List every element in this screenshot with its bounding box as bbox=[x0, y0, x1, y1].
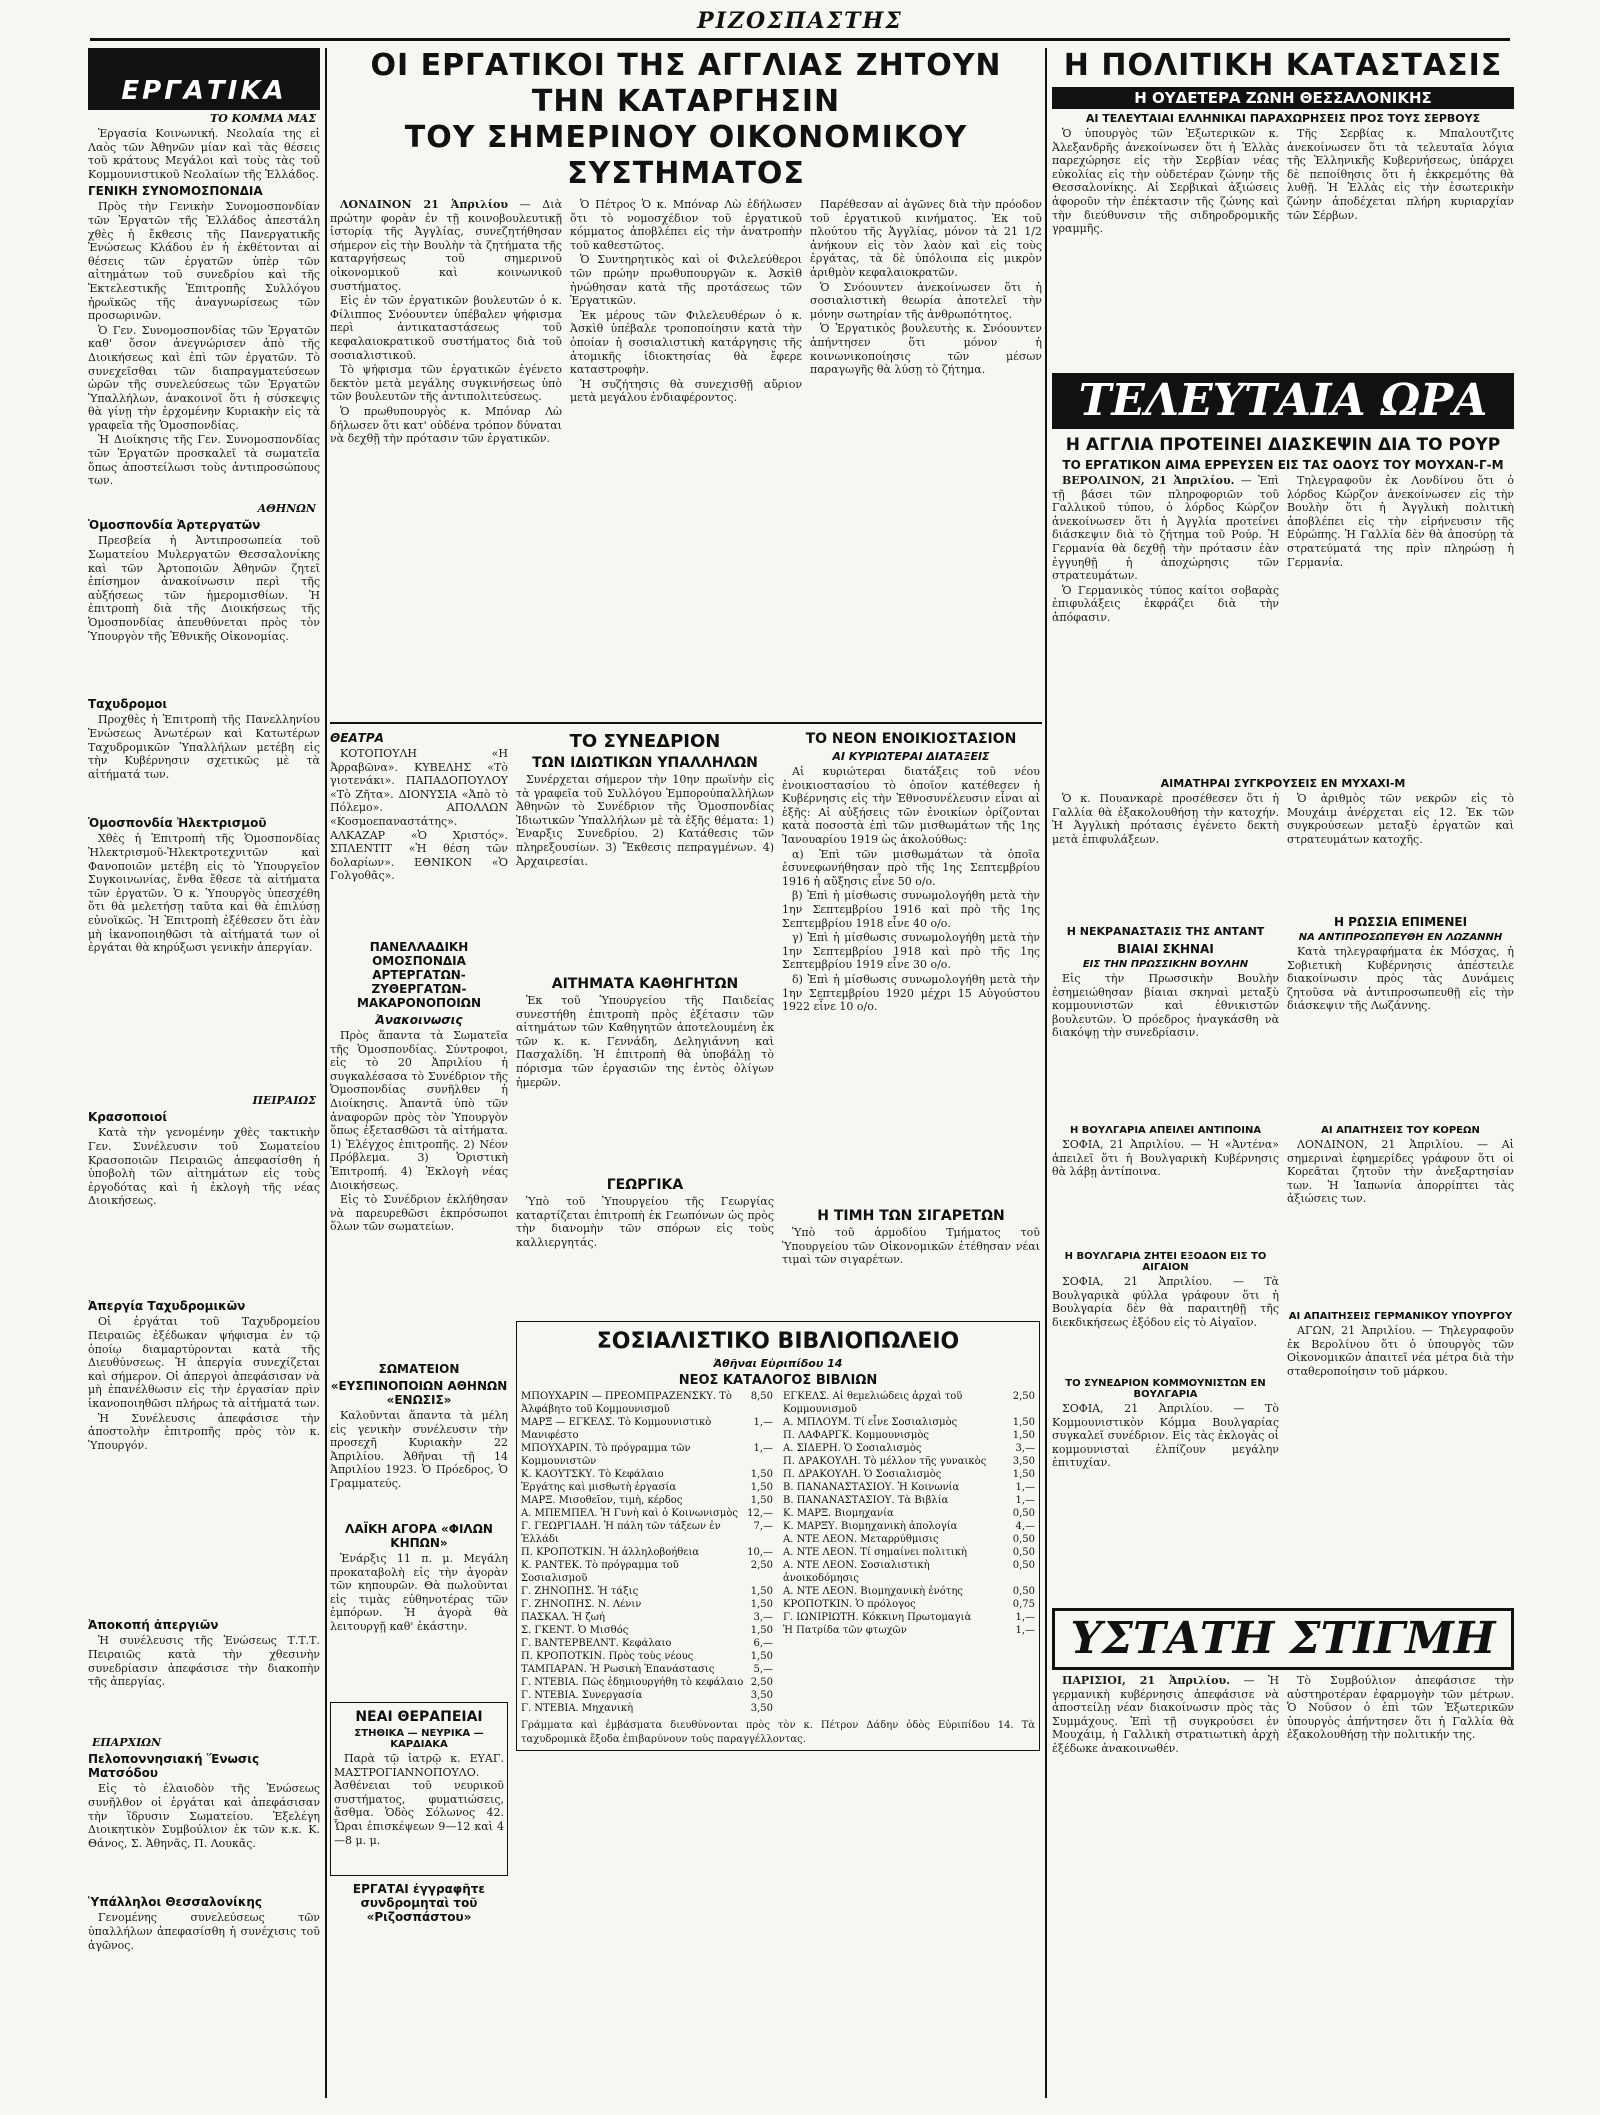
book-title: Γ. ΝΤΕΒΙΑ. Συνεργασία bbox=[521, 1690, 643, 1701]
book-price: 3,50 bbox=[1012, 1456, 1035, 1467]
heading: Ὁμοσπονδία Ἀρτεργατῶν bbox=[88, 518, 261, 533]
book-entry bbox=[783, 1533, 1035, 1546]
book-entry bbox=[521, 1650, 773, 1663]
section-logo bbox=[88, 48, 320, 110]
masthead-rule bbox=[90, 38, 1510, 41]
dateline: ΒΕΡΟΛΙΝΟΝ, 21 Ἀπριλίου. bbox=[1062, 474, 1235, 487]
book-entry bbox=[783, 1598, 1035, 1611]
book-title: ΠΑΣΚΑΛ. Ἡ ζωή bbox=[521, 1612, 605, 1623]
heading: ΑΙ ΤΕΛΕΥΤΑΙΑΙ ΕΛΛΗΝΙΚΑΙ ΠΑΡΑΧΩΡΗΣΕΙΣ ΠΡΟΣ ΤΟΥΣ ΣΕΡΒΟΥΣ bbox=[1085, 112, 1481, 125]
book-list-left bbox=[521, 1390, 773, 1715]
book-entry bbox=[521, 1416, 773, 1442]
heading: Ταχυδρομοι bbox=[88, 697, 168, 712]
heading: ΤΟ ΣΥΝΕΔΡΙΟΝ ΚΟΜΜΟΥΝΙΣΤΩΝ ΕΝ ΒΟΥΛΓΑΡΙΑ bbox=[1065, 1378, 1266, 1400]
book-price: 2,50 bbox=[750, 1677, 773, 1688]
book-price: 0,50 bbox=[1012, 1560, 1035, 1571]
book-price: 1,50 bbox=[750, 1482, 773, 1493]
main-headline-line1: ΟΙ ΕΡΓΑΤΙΚΟΙ ΤΗΣ ΑΓΓΛΙΑΣ ΖΗΤΟΥΝ ΤΗΝ ΚΑΤΑΡΓΗΣΙΝ bbox=[370, 48, 1002, 119]
book-entry bbox=[521, 1598, 773, 1611]
heading: ΑΙΤΗΜΑΤΑ ΚΑΘΗΓΗΤΩΝ bbox=[551, 976, 739, 992]
book-price: 3,50 bbox=[750, 1690, 773, 1701]
heading: Ἀποκοπή ἀπεργιῶν bbox=[88, 1618, 219, 1633]
book-title: Κ. ΚΑΟΥΤΣΚΥ. Τὸ Κεφάλαιο bbox=[521, 1469, 664, 1480]
ad-box: ΝΕΑΙ ΘΕΡΑΠΕΙΑΙ ΣΤΗΘΙΚΑ — ΝΕΥΡΙΚΑ — ΚΑΡΔΙΑΚΑ Παρὰ τῷ ἰατρῷ κ. ΕΥΑΓ. ΜΑΣΤΡΟΓΙΑΝΝΟΠΟΥΛΟ. Ἀσθένειαι τοῦ νευρικοῦ συστήματος, φυματιώσεις, ἄσθμα. Ὁδὸς Σόλωνος 42. Ὧραι ἐπισκέψεων 9—12 καὶ 4—8 μ. μ. bbox=[330, 1702, 508, 1876]
book-price: 0,75 bbox=[1012, 1599, 1035, 1610]
book-entry bbox=[783, 1520, 1035, 1533]
book-price: 1,— bbox=[753, 1443, 773, 1454]
heading: Η ΟΥΔΕΤΕΡΑ ΖΩΝΗ ΘΕΣΣΑΛΟΝΙΚΗΣ bbox=[1052, 87, 1514, 109]
bookshop-title: ΣΟΣΙΑΛΙΣΤΙΚΟ ΒΙΒΛΙΟΠΩΛΕΙΟ bbox=[596, 1329, 960, 1354]
article-synedrion: ΤΟ ΣΥΝΕΔΡΙΟΝ ΤΩΝ ΙΔΙΩΤΙΚΩΝ ΥΠΑΛΛΗΛΩΝ Συνέρχεται σήμερον τὴν 10ην πρωϊνὴν εἰς τὰ γραφεῖα τοῦ Συλλόγου Ἐμπορούπαλλήλων Ἀθηνῶν τὸ Συνέδριον τῆς Ὁμοσπονδίας Ἰδιωτικῶν Ὑπαλλήλων μὲ τὰ ἑξῆς θέματα: 1) Ἐναρξις Συνεδρίου. 2) Κατάθεσις τῶν πληρεξουσίων. 3) Ἔκθεσις πεπραγμένων. 4) Ἀρχαιρεσίαι. ΑΙΤΗΜΑΤΑ ΚΑΘΗΓΗΤΩΝ Ἐκ τοῦ Ὑπουργείου τῆς Παιδείας συνεστήθη ἐπιτροπὴ πρὸς ἐξέτασιν τῶν αἰτημάτων τῶν Καθηγητῶν ἀποτελουμένη ἐκ τῶν κ. κ. Γεννάδη, Δεληγιάννη καὶ Πασχαλίδη. Ἡ ἐπιτροπὴ θὰ ὑποβάλῃ τὸ πόρισμα τῶν ἐργασιῶν της ἐντὸς ὀλίγων ἡμερῶν. ΓΕΩΡΓΙΚΑ Ὑπὸ τοῦ Ὑπουργείου τῆς Γεωργίας καταρτίζεται ἐπιτροπὴ ἐκ Γεωπόνων ὡς πρὸς τὴν διανομὴν τῶν σπόρων εἰς τοὺς καλλιεργητάς. bbox=[516, 731, 774, 1249]
heading: ΘΕΑΤΡΑ bbox=[330, 731, 384, 745]
book-price: 1,— bbox=[1015, 1495, 1035, 1506]
book-entry bbox=[783, 1481, 1035, 1494]
book-price: 0,50 bbox=[1012, 1547, 1035, 1558]
book-entry bbox=[521, 1624, 773, 1637]
heading: ΝΑ ΑΝΤΙΠΡΟΣΩΠΕΥΘΗ ΕΝ ΛΩΖΑΝΝΗ bbox=[1298, 932, 1503, 943]
book-price: 1,50 bbox=[750, 1651, 773, 1662]
book-entry bbox=[521, 1507, 773, 1520]
book-entry bbox=[521, 1702, 773, 1715]
book-entry bbox=[521, 1663, 773, 1676]
book-entry bbox=[521, 1390, 773, 1416]
book-price: 1,— bbox=[1015, 1612, 1035, 1623]
heading: ΤΟ ΣΥΝΕΔΡΙΟΝ bbox=[569, 731, 721, 752]
book-title: Γ. ΝΤΕΒΙΑ. Πῶς ἐδημιουργήθη τὸ κεφάλαιο bbox=[521, 1677, 744, 1688]
book-price: 12,— bbox=[747, 1508, 773, 1519]
book-entry bbox=[783, 1611, 1035, 1624]
book-title: Β. ΠΑΝΑΝΑΣΤΑΣΙΟΥ. Ἡ Κοινωνία bbox=[783, 1482, 960, 1493]
heading: ΕΙΣ ΤΗΝ ΠΡΩΣΣΙΚΗΝ ΒΟΥΛΗΝ bbox=[1082, 959, 1249, 970]
book-price: 0,50 bbox=[1012, 1508, 1035, 1519]
book-price: 3,— bbox=[753, 1612, 773, 1623]
book-title: Γ. ΝΤΕΒΙΑ. Μηχανικὴ bbox=[521, 1703, 634, 1714]
book-price: 2,50 bbox=[750, 1560, 773, 1571]
heading: Κρασοποιοί bbox=[88, 1110, 168, 1125]
book-price: 1,50 bbox=[750, 1599, 773, 1610]
heading: Ὁμοσπονδία Ἠλεκτρισμοῦ bbox=[88, 816, 267, 831]
book-title: Α. ΝΤΕ ΛΕΟΝ. Βιομηχανικὴ ἐνότης bbox=[783, 1586, 963, 1597]
book-title: Α. ΝΤΕ ΛΕΟΝ. Μεταρρύθμισις bbox=[783, 1534, 939, 1545]
book-entry bbox=[783, 1455, 1035, 1468]
book-price: 1,50 bbox=[750, 1495, 773, 1506]
book-entry bbox=[521, 1676, 773, 1689]
book-title: Α. ΝΤΕ ΛΕΟΝ. Σοσιαλιστικὴ ἀνοικοδόμησις bbox=[783, 1560, 930, 1584]
book-entry bbox=[521, 1611, 773, 1624]
heading: Η ΒΟΥΛΓΑΡΙΑ ΑΠΕΙΛΕΙ ΑΝΤΙΠΟΙΝΑ bbox=[1069, 1125, 1262, 1136]
bookshop-ad bbox=[516, 1321, 1040, 1751]
book-price: 1,— bbox=[753, 1417, 773, 1428]
banner-last-hour: ΤΕΛΕΥΤΑΙΑ ΩΡΑ bbox=[1052, 373, 1514, 429]
book-entry bbox=[783, 1546, 1035, 1559]
book-entry bbox=[783, 1494, 1035, 1507]
book-title: Κ. ΡΑΝΤΕΚ. Τὸ πρόγραμμα τοῦ Σοσιαλισμοῦ bbox=[521, 1560, 679, 1584]
heading: «ΕΥΣΠΙΝΟΠΟΙΩΝ ΑΘΗΝΩΝ «ΕΝΩΣΙΣ» bbox=[330, 1379, 508, 1407]
book-title: Α. ΣΙΔΕΡΗ. Ὁ Σοσιαλισμὸς bbox=[783, 1443, 922, 1454]
heading: ΑΙ ΚΥΡΙΩΤΕΡΑΙ ΔΙΑΤΑΞΕΙΣ bbox=[832, 750, 990, 763]
bookshop-footer: Γράμματα καὶ ἐμβάσματα διευθύνονται πρὸς τὸν κ. Πέτρον Δάδην ὁδὸς Εὐριπίδου 14. Τὰ ταχυδρομικὰ ἔξοδα ἐπιβαρύνουν τοὺς παραγγέλλοντας. bbox=[521, 1720, 1035, 1745]
heading: Ὑπάλληλοι Θεσσαλονίκης bbox=[88, 1895, 263, 1910]
book-entry bbox=[521, 1520, 773, 1546]
heading: ΛΑΪΚΗ ΑΓΟΡΑ «ΦΙΛΩΝ ΚΗΠΩΝ» bbox=[345, 1522, 493, 1550]
heading: Η ΝΕΚΡΑΝΑΣΤΑΣΙΣ ΤΗΣ ΑΝΤΑΝΤ bbox=[1066, 925, 1265, 938]
column-divider bbox=[1045, 48, 1047, 2098]
main-article: ΛΟΝΔΙΝΟΝ 21 Ἀπριλίου — Διὰ πρώτην φορὰν ἐν τῇ κοινοβουλευτικῇ ἱστορίᾳ τῆς Ἀγγλίας, συνεζητήθησαν σήμερον εἰς τὴν Βουλὴν τὰ ζητήματα τῆς καταργήσεως τοῦ σημερινοῦ οἰκονομικοῦ καὶ κοινωνικοῦ συστήματος. Εἰς ἐν τῶν ἐργατικῶν βουλευτῶν ὁ κ. Φίλιππος Σνόουντεν ὑπέβαλεν ψήφισμα περὶ ἀντικαταστάσεως τοῦ κεφαλαιοκρατικοῦ συστήματος διὰ τοῦ σοσιαλιστικοῦ. Τὸ ψήφισμα τῶν ἐργατικῶν ἐγένετο δεκτὸν μετὰ μεγάλης συγκινήσεως ὑπὸ τῶν βουλευτῶν τῆς ἀντιπολιτεύσεως. Ὁ πρωθυπουργὸς κ. Μπόναρ Λὼ δήλωσεν ὅτι κατ' οὐδένα τρόπον δύναται νὰ δεχθῇ τὴν πρότασιν τῶν ἐργατικῶν. Ὁ Πέτρος Ὁ κ. Μπόναρ Λὼ ἐδήλωσεν ὅτι τὸ νομοσχέδιον τοῦ ἐργατικοῦ κόμματος ἀποβλέπει εἰς τὴν ἀνατροπὴν τοῦ καθεστῶτος. Ὁ Συντηρητικὸς καὶ οἱ Φιλελεύθεροι τῶν πρώην πρωθυπουργῶν κ. Ἀσκὶθ ἠνώθησαν κατὰ τῆς προτάσεως τῶν Ἐργατικῶν. Ἐκ μέρους τῶν Φιλελευθέρων ὁ κ. Ἀσκὶθ ὑπέβαλε τροποποίησιν κατὰ τὴν ὁποίαν ἡ σοσιαλιστικὴ κατάργησις τῆς ἀτομικῆς ἰδιοκτησίας θὰ ἔφερε καταστροφὴν. Ἡ συζήτησις θὰ συνεχισθῇ αὔριον μετὰ μεγάλου ἐνδιαφέροντος. Παρέθεσαν αἱ ἀγῶνες διὰ τὴν πρόοδον τοῦ ἐργατικοῦ κινήματος. Ἐκ τοῦ πλούτου τῆς Ἀγγλίας, μόνον τὰ 21 1/2 ἀνήκουν εἰς τὸν λαὸν καὶ εἰς τοὺς ἐργάτας, τὰ δὲ ὑπόλοιπα εἰς μικρὸν ἀριθμὸν κεφαλαιοκρατῶν. Ὁ Σνόουντεν ἀνεκοίνωσεν ὅτι ἡ σοσιαλιστικὴ θεωρία ἀποτελεῖ τὴν μόνην σωτηρίαν τῆς ἀνθρωπότητος. Ὁ Ἐργατικὸς βουλευτὴς κ. Σνόουντεν ἀπήντησεν ὅτι μόνον ἡ κοινωνικοποίησις τῶν μέσων παραγωγῆς θὰ λύσῃ τὸ ζήτημα. bbox=[330, 198, 1042, 446]
book-title: Π. ΔΡΑΚΟΥΛΗ. Τὸ μέλλον τῆς γυναικὸς bbox=[783, 1456, 987, 1467]
book-entry bbox=[521, 1442, 773, 1468]
section-logo-text: ΕΡΓΑΤΙΚΑ bbox=[121, 76, 287, 106]
book-price: 8,50 bbox=[750, 1391, 773, 1402]
book-price: 7,— bbox=[753, 1521, 773, 1532]
book-entry bbox=[521, 1468, 773, 1481]
book-title: Γ. ΙΩΝΙΡΙΩΤΗ. Κόκκινη Πρωτομαγιὰ bbox=[783, 1612, 972, 1623]
book-entry bbox=[783, 1442, 1035, 1455]
article-enoikiostasion: ΤΟ ΝΕΟΝ ΕΝΟΙΚΙΟΣΤΑΣΙΟΝ ΑΙ ΚΥΡΙΩΤΕΡΑΙ ΔΙΑΤΑΞΕΙΣ Αἱ κυριώτεραι διατάξεις τοῦ νέου ἐνοικιοστασίου τὸ ὁποῖον κατέθεσεν ἡ Κυβέρνησις εἰς τὴν Ἐθνοσυνέλευσιν εἶναι αἱ ἑξῆς: Αἱ αὐξήσεις τῶν ἐνοικίων ὁρίζονται κατὰ ποσοστὰ ἐπὶ τῶν μισθωμάτων τῆς 1ης Ἰανουαρίου 1919 ὡς ἀκολούθως: α) Ἐπὶ τῶν μισθωμάτων τὰ ὁποῖα ἐσυνεφωνήθησαν πρὸ τῆς 1ης Σεπτεμβρίου 1916 ἡ αὔξησις εἶνε 50 ο/ο. β) Ἐπὶ ἡ μίσθωσις συνωμολογήθη μετὰ τὴν 1ην Σεπτεμβρίου 1916 καὶ πρὸ τῆς 1ης Σεπτεμβρίου 1918 εἶνε 40 ο/ο. γ) Ἐπὶ ἡ μίσθωσις συνωμολογήθη μετὰ τὴν 1ην Σεπτεμβρίου 1918 καὶ πρὸ τῆς 1ης Σεπτεμβρίου 1919 εἶνε 30 ο/ο. δ) Ἐπὶ ἡ μίσθωσις συνωμολογήθη μετὰ τὴν 1ην Σεπτεμβρίου 1920 μέχρι 15 Αὐγούστου 1922 εἶνε 10 ο/ο. Η ΤΙΜΗ ΤΩΝ ΣΙΓΑΡΕΤΩΝ Ὑπὸ τοῦ ἁρμοδίου Τμήματος τοῦ Ὑπουργείου τῶν Οἰκονομικῶν ἐτέθησαν νέαι τιμαὶ τῶν σιγαρέτων. bbox=[782, 731, 1040, 1267]
heading: ΕΡΓΑΤΑΙ ἐγγραφῆτε συνδρομηταὶ τοῦ «Ριζοσπάστου» bbox=[352, 1882, 486, 1924]
book-entry bbox=[521, 1637, 773, 1650]
book-entry bbox=[521, 1559, 773, 1585]
heading: Η ΡΩΣΣΙΑ ΕΠΙΜΕΝΕΙ bbox=[1333, 915, 1468, 929]
heading: ΠΑΝΕΛΛΑΔΙΚΗ ΟΜΟΣΠΟΝΔΙΑ ΑΡΤΕΡΓΑΤΩΝ-ΖΥΘΕΡΓΑΤΩΝ-ΜΑΚΑΡΟΝΟΠΟΙΩΝ bbox=[356, 940, 481, 1010]
book-price: 1,50 bbox=[1012, 1430, 1035, 1441]
book-title: Κ. ΜΑΡΞ. Βιομηχανία bbox=[783, 1508, 894, 1519]
book-entry bbox=[783, 1390, 1035, 1416]
lower-center-col2 bbox=[516, 728, 1040, 1926]
book-title: Π. ΚΡΟΠΟΤΚΙΝ. Ἡ ἀλληλοβοήθεια bbox=[521, 1547, 700, 1558]
banner-last-moment: ΥΣΤΑΤΗ ΣΤΙΓΜΗ bbox=[1052, 1608, 1514, 1670]
book-price: 3,— bbox=[1015, 1443, 1035, 1454]
lower-center-col1: ΘΕΑΤΡΑ ΚΟΤΟΠΟΥΛΗ «Η Ἀρραβῶνα». ΚΥΒΕΛΗΣ «Τὸ γιοτενάκι». ΠΑΠΑΔΟΠΟΥΛΟΥ «Τὸ Ζῆτα». ΔΙΟΝΥΣΙΑ «Ἀπὸ τὸ Πόλεμο». ΑΠΟΛΛΩΝ «Κοσμοεπαναστάτης». ΑΛΚΑΖΑΡ «Ὁ Χριστός». ΣΠΛΕΝΤΙΤ «Ἡ θέση τῶν δολαρίων». ΕΘΝΙΚΟΝ «Ὁ Γολγοθᾶς». ΠΑΝΕΛΛΑΔΙΚΗ ΟΜΟΣΠΟΝΔΙΑ ΑΡΤΕΡΓΑΤΩΝ-ΖΥΘΕΡΓΑΤΩΝ-ΜΑΚΑΡΟΝΟΠΟΙΩΝ Ἀνακοινωσις Πρὸς ἅπαντα τὰ Σωματεῖα τῆς Ὁμοσπονδίας. Σύντροφοι, εἰς τὸ 20 Ἀπριλίου ἡ συγκαλέσασα τὸ Συνέδριον τῆς Ὁμοσπονδίας συνῆλθεν ἡ Διοίκησις. Ἀπαντᾶ ὑπὸ τῶν ἀναφορῶν πρὸς τὸν Ὑπουργὸν ὅπως ἐξετασθῶσι τὰ αἰτήματα. 1) Ἐλέγχος ἐπιτροπῆς. 2) Νέον Πρόβλεμα. 3) Ὁριστικὴ Ἐπιτροπή. 4) Ἐκλογὴ νέας Διοικήσεως. Εἰς τὸ Συνέδριον ἐκλήθησαν νὰ παρευρεθῶσι ἐκπρόσωποι ὅλων τῶν σωματείων. ΣΩΜΑΤΕΙΟΝ «ΕΥΣΠΙΝΟΠΟΙΩΝ ΑΘΗΝΩΝ «ΕΝΩΣΙΣ» Καλοῦνται ἅπαντα τὰ μέλη εἰς γενικὴν συνέλευσιν τὴν προσεχῆ Κυριακὴν 22 Ἀπριλίου. Ἀθῆναι τῇ 14 Ἀπριλίου 1923. Ὁ Πρόεδρος, Ὁ Γραμματεύς. ΛΑΪΚΗ ΑΓΟΡΑ «ΦΙΛΩΝ ΚΗΠΩΝ» Ἐνάρξις 11 π. μ. Μεγάλη προκαταβολὴ εἰς τὴν ἀγορὰν τῶν κηπουρῶν. Θὰ πωλοῦνται εἰς τιμὰς εὐθηνοτέρας τῶν ἐμπόρων. Ἡ ἀγορὰ θὰ λειτουργῇ καθ' ἑκάστην. ΝΕΑΙ ΘΕΡΑΠΕΙΑΙ ΣΤΗΘΙΚΑ — ΝΕΥΡΙΚΑ — ΚΑΡΔΙΑΚΑ Παρὰ τῷ ἰατρῷ κ. ΕΥΑΓ. ΜΑΣΤΡΟΓΙΑΝΝΟΠΟΥΛΟ. Ἀσθένειαι τοῦ νευρικοῦ συστήματος, φυματιώσεις, ἄσθμα. Ὁδὸς Σόλωνος 42. Ὧραι ἐπισκέψεων 9—12 καὶ 4—8 μ. μ. ΕΡΓΑΤΑΙ ἐγγραφῆτε συνδρομηταὶ τοῦ «Ριζοσπάστου» bbox=[330, 731, 508, 1924]
book-title: Γ. ΖΗΝΟΠΗΣ. Ν. Λένιν bbox=[521, 1599, 642, 1610]
book-price: 1,50 bbox=[1012, 1469, 1035, 1480]
dateline: ΠΑΡΙΣΙΟΙ, 21 Ἀπριλίου. bbox=[1062, 1674, 1230, 1687]
book-title: ΜΠΟΥΧΑΡΙΝ. Τὸ πρόγραμμα τῶν Κομμουνιστῶν bbox=[521, 1443, 691, 1467]
center-column bbox=[330, 48, 1042, 2098]
book-title: Π. ΛΑΦΑΡΓΚ. Κομμουνισμὸς bbox=[783, 1430, 929, 1441]
book-price: 2,50 bbox=[1012, 1391, 1035, 1402]
dateline: ΛΟΝΔΙΝΟΝ 21 Ἀπριλίου bbox=[340, 198, 509, 211]
heading: Ἀνακοινωσις bbox=[375, 1013, 463, 1027]
book-title: Α. ΜΠΛΟΥΜ. Τί εἶνε Σοσιαλισμὸς bbox=[783, 1417, 958, 1428]
heading: Ἀπεργία Ταχυδρομικῶν bbox=[88, 1299, 246, 1314]
heading: ΝΕΑΙ ΘΕΡΑΠΕΙΑΙ bbox=[355, 1709, 483, 1725]
column-divider bbox=[325, 48, 327, 2098]
book-entry bbox=[783, 1585, 1035, 1598]
book-title: Σ. ΓΚΕΝΤ. Ὁ Μισθός bbox=[521, 1625, 629, 1636]
book-title: Γ. ΓΕΩΡΓΙΑΔΗ. Ἡ πάλη τῶν τάξεων ἐν Ἑλλάδι bbox=[521, 1521, 721, 1545]
book-price: 1,50 bbox=[750, 1625, 773, 1636]
book-price: 1,— bbox=[1015, 1625, 1035, 1636]
book-entry bbox=[783, 1559, 1035, 1585]
book-title: Κ. ΜΑΡΞΥ. Βιομηχανικὴ ἀπολογία bbox=[783, 1521, 958, 1532]
book-title: Γ. ΖΗΝΟΠΗΣ. Ἡ τάξις bbox=[521, 1586, 639, 1597]
heading: ΑΙ ΑΠΑΙΤΗΣΕΙΣ ΤΟΥ ΚΟΡΕΩΝ bbox=[1321, 1125, 1480, 1136]
book-title: Π. ΚΡΟΠΟΤΚΙΝ. Πρὸς τοὺς νέους bbox=[521, 1651, 694, 1662]
heading: Η ΒΟΥΛΓΑΡΙΑ ΖΗΤΕΙ ΕΞΟΔΟΝ ΕΙΣ ΤΟ ΑΙΓΑΙΟΝ bbox=[1064, 1251, 1267, 1273]
masthead: ΡΙΖΟΣΠΑΣΤΗΣ bbox=[697, 8, 903, 34]
rule bbox=[330, 722, 1042, 724]
heading: Πελοποννησιακή Ἕνωσις Ματσόδου bbox=[88, 1752, 260, 1781]
heading: ΓΕΩΡΓΙΚΑ bbox=[606, 1177, 684, 1193]
right-headline: Η ΠΟΛΙΤΙΚΗ ΚΑΤΑΣΤΑΣΙΣ bbox=[1063, 48, 1503, 83]
book-title: Α. ΜΠΕΜΠΕΛ. Ἡ Γυνὴ καὶ ὁ Κοινωνισμὸς bbox=[521, 1508, 738, 1519]
book-title: ΕΓΚΕΛΣ. Αἱ θεμελιώδεις ἀρχαὶ τοῦ Κομμουνισμοῦ bbox=[783, 1391, 963, 1415]
book-price: 1,50 bbox=[1012, 1417, 1035, 1428]
book-price: 0,50 bbox=[1012, 1534, 1035, 1545]
book-title: Γ. ΒΑΝΤΕΡΒΕΛΝΤ. Κεφάλαιο bbox=[521, 1638, 672, 1649]
book-title: ΤΑΜΠΑΡΑΝ. Ἡ Ρωσικὴ Ἐπανάστασις bbox=[521, 1664, 715, 1675]
heading: ΠΕΙΡΑΙΩΣ bbox=[252, 1094, 316, 1108]
book-entry bbox=[521, 1585, 773, 1598]
book-price: 0,50 bbox=[1012, 1586, 1035, 1597]
heading: ΤΩΝ ΙΔΙΩΤΙΚΩΝ ΥΠΑΛΛΗΛΩΝ bbox=[532, 755, 758, 771]
book-price: 1,50 bbox=[750, 1469, 773, 1480]
book-price: 1,50 bbox=[750, 1586, 773, 1597]
book-title: ΜΑΡΞ — ΕΓΚΕΛΣ. Τὸ Κομμουνιστικὸ Μανιφέστο bbox=[521, 1417, 712, 1441]
book-price: 6,— bbox=[753, 1638, 773, 1649]
heading: ΑΙΜΑΤΗΡΑΙ ΣΥΓΚΡΟΥΣΕΙΣ ΕΝ ΜΥΧΑΧΙ-Μ bbox=[1160, 777, 1406, 790]
book-title: Ἐργάτης καὶ μισθωτὴ ἐργασία bbox=[521, 1482, 677, 1493]
heading: ΤΟ ΝΕΟΝ ΕΝΟΙΚΙΟΣΤΑΣΙΟΝ bbox=[805, 731, 1017, 747]
book-title: ΜΑΡΞ. Μισοθεῖον, τιμὴ, κέρδος bbox=[521, 1495, 683, 1506]
heading: ΤΟ ΕΡΓΑΤΙΚΟΝ ΑΙΜΑ ΕΡΡΕΥΣΕΝ ΕΙΣ ΤΑΣ ΟΔΟΥΣ ΤΟΥ ΜΟΥΧΑΝ-Γ-Μ bbox=[1062, 458, 1504, 472]
right-column: Η ΠΟΛΙΤΙΚΗ ΚΑΤΑΣΤΑΣΙΣ Η ΟΥΔΕΤΕΡΑ ΖΩΝΗ ΘΕΣΣΑΛΟΝΙΚΗΣ ΑΙ ΤΕΛΕΥΤΑΙΑΙ ΕΛΛΗΝΙΚΑΙ ΠΑΡΑΧΩΡΗΣΕΙΣ ΠΡΟΣ ΤΟΥΣ ΣΕΡΒΟΥΣ Ὁ ὑπουργὸς τῶν Ἐξωτερικῶν κ. Ἀλεξανδρῆς ἀνεκοίνωσεν ὅτι ἡ Ἑλλὰς παρεχώρησε εἰς τὴν Σερβίαν νέας εὐκολίας εἰς τὴν οὐδετέραν ζώνην τῆς Θεσσαλονίκης. Αἱ Σερβικαὶ ἀξιώσεις ἀφοροῦν τὴν ἐπέκτασιν τῆς ζώνης καὶ τὴν διεύθυνσιν τῆς σιδηροδρομικῆς γραμμῆς. Τῆς Σερβίας κ. Μπαλουτζιτς ἀνεκοίνωσεν ὅτι τὰ τελευταῖα λόγια τῆς Ἑλληνικῆς Κυβερνήσεως, ὑπάρχει δὲ πεποίθησις ὅτι ἡ ἐκκρεμότης θὰ λυθῇ. Ἡ Ἑλλὰς εἰς τὴν ἐσωτερικὴν ζώνην ἀποδέχεται πλήρη κυριαρχίαν τῶν Σέρβων. ΤΕΛΕΥΤΑΙΑ ΩΡΑ Η ΑΓΓΛΙΑ ΠΡΟΤΕΙΝΕΙ ΔΙΑΣΚΕΨΙΝ ΔΙΑ ΤΟ ΡΟΥΡ ΤΟ ΕΡΓΑΤΙΚΟΝ ΑΙΜΑ ΕΡΡΕΥΣΕΝ ΕΙΣ ΤΑΣ ΟΔΟΥΣ ΤΟΥ ΜΟΥΧΑΝ-Γ-Μ ΒΕΡΟΛΙΝΟΝ, 21 Ἀπριλίου. — Ἐπὶ τῇ βάσει τῶν πληροφοριῶν τοῦ Γαλλικοῦ τύπου, ὁ λόρδος Κώρζον ἀνεκοίνωσεν ὅτι ἡ Ἀγγλία προτείνει διάσκεψιν διὰ τὸ ζήτημα τοῦ Ρούρ. Ἡ Γερμανία θὰ δεχθῇ τὴν πρότασιν ἐὰν ἐγγυηθῇ ἡ ἀποχώρησις τῶν στρατευμάτων. Ὁ Γερμανικὸς τύπος καίτοι σοβαρὰς ἐπιφυλάξεις ἐκφράζει διὰ τὴν ἀπόφασιν. Τηλεγραφοῦν ἐκ Λονδίνου ὅτι ὁ λόρδος Κώρζον ἀνεκοίνωσεν εἰς τὴν Βουλὴν ὅτι ἡ Ἀγγλικὴ πολιτικὴ ἀποβλέπει εἰς τὴν εἰρήνευσιν τῆς Εὐρώπης. Ἡ Γαλλία δὲν θὰ ἀποσύρῃ τὰ στρατεύματά της πρὶν πληρώσῃ ἡ Γερμανία. ΑΙΜΑΤΗΡΑΙ ΣΥΓΚΡΟΥΣΕΙΣ ΕΝ ΜΥΧΑΧΙ-Μ Ὁ κ. Πουανκαρὲ προσέθεσεν ὅτι ἡ Γαλλία θὰ ἐξακολουθήσῃ τὴν κατοχήν. Ἡ Ἀγγλικὴ πρότασις ἐγένετο δεκτὴ μετὰ ἐπιφυλάξεων. Η ΝΕΚΡΑΝΑΣΤΑΣΙΣ ΤΗΣ ΑΝΤΑΝΤ ΒΙΑΙΑΙ ΣΚΗΝΑΙ ΕΙΣ ΤΗΝ ΠΡΩΣΣΙΚΗΝ ΒΟΥΛΗΝ Εἰς τὴν Πρωσσικὴν Βουλὴν ἐσημειώθησαν βίαιαι σκηναὶ μεταξὺ κομμουνιστῶν καὶ ἐθνικιστῶν βουλευτῶν. Ὁ πρόεδρος ἠναγκάσθη νὰ διακόψῃ τὴν συνεδρίασιν. Ὁ ἀριθμὸς τῶν νεκρῶν εἰς τὸ Μουχάιμ ἀνέρχεται εἰς 12. Ἐκ τῶν συγκρούσεων μεταξὺ ἐργατῶν καὶ στρατευμάτων κατοχῆς. Η ΡΩΣΣΙΑ ΕΠΙΜΕΝΕΙ ΝΑ ΑΝΤΙΠΡΟΣΩΠΕΥΘΗ ΕΝ ΛΩΖΑΝΝΗ Κατὰ τηλεγραφήματα ἐκ Μόσχας, ἡ Σοβιετικὴ Κυβέρνησις ἀπέστειλε διακοίνωσιν πρὸς τὰς Δυνάμεις ζητοῦσα νὰ ἀντιπροσωπευθῇ εἰς τὴν διάσκεψιν τῆς Λωζάννης. Η ΒΟΥΛΓΑΡΙΑ ΑΠΕΙΛΕΙ ΑΝΤΙΠΟΙΝΑ ΣΟΦΙΑ, 21 Ἀπριλίου. — Ἡ «Ἀντένα» ἀπειλεῖ ὅτι ἡ Βουλγαρικὴ Κυβέρνησις θὰ λάβῃ ἀντίποινα. Η ΒΟΥΛΓΑΡΙΑ ΖΗΤΕΙ ΕΞΟΔΟΝ ΕΙΣ ΤΟ ΑΙΓΑΙΟΝ ΣΟΦΙΑ, 21 Ἀπριλίου. — Τὰ Βουλγαρικὰ φύλλα γράφουν ὅτι ἡ Βουλγαρία δὲν θὰ παραιτηθῇ τῆς διεκδικήσεως ἐξόδου εἰς τὸ Αἰγαῖον. ΤΟ ΣΥΝΕΔΡΙΟΝ ΚΟΜΜΟΥΝΙΣΤΩΝ ΕΝ ΒΟΥΛΓΑΡΙΑ ΣΟΦΙΑ, 21 Ἀπριλίου. — Τὸ Κομμουνιστικὸν Κόμμα Βουλγαρίας συγκαλεῖ συνέδριον. Εἰς τὰς ἐκλογὰς οἱ κομμουνισταὶ ἐλπίζουν μεγάλην ἐπιτυχίαν. ΑΙ ΑΠΑΙΤΗΣΕΙΣ ΤΟΥ ΚΟΡΕΩΝ ΛΟΝΔΙΝΟΝ, 21 Ἀπριλίου. — Αἱ σημεριναὶ ἐφημερίδες γράφουν ὅτι οἱ Κορεᾶται ζητοῦν τὴν ἀνεξαρτησίαν των. Ἡ Ἰαπωνία ἀπορρίπτει τὰς ἀξιώσεις των. ΑΙ ΑΠΑΙΤΗΣΕΙΣ ΓΕΡΜΑΝΙΚΟΥ ΥΠΟΥΡΓΟΥ ΑΓΩΝ, 21 Ἀπριλίου. — Τηλεγραφοῦν ἐκ Βερολίνου ὅτι ὁ ὑπουργὸς τῶν Οἰκονομικῶν ἀπαιτεῖ νέα μέτρα διὰ τὴν σταθεροποίησιν τοῦ μάρκου. ΥΣΤΑΤΗ ΣΤΙΓΜΗ ΠΑΡΙΣΙΟΙ, 21 Ἀπριλίου. — Ἡ γερμανικὴ κυβέρνησις ἀπεφάσισε νὰ ἀποστείλῃ νέαν διακοίνωσιν πρὸς τὰς Συμμάχους. Ἐπὶ τῇ συγκρούσει ἐν Μουχάιμ, ἡ Γαλλικὴ στρατιωτικὴ ἀρχὴ ἐξέδωκε ἀνακοινωθέν. Τὸ Συμβούλιον ἀπεφάσισε τὴν αὐστηροτέραν ἐφαρμογὴν τῶν μέτρων. Ὁ Νοῦσον ὁ ἐπὶ τῶν Ἐξωτερικῶν ὑπουργὸς ἀπήντησεν ὅτι ἡ Γαλλία θὰ ἐξακολουθήσῃ τὴν πολιτικήν της. bbox=[1052, 48, 1514, 1755]
book-title: Ἡ Πατρίδα τῶν φτωχῶν bbox=[783, 1625, 907, 1636]
book-entry bbox=[521, 1689, 773, 1702]
book-price: 5,— bbox=[753, 1664, 773, 1675]
book-title: ΚΡΟΠΟΤΚΙΝ. Ὁ πρόλογος bbox=[783, 1599, 916, 1610]
book-entry bbox=[783, 1468, 1035, 1481]
book-title: ΜΠΟΥΧΑΡΙΝ — ΠΡΕΟΜΠΡΑΖΕΝΣΚΥ. Τὸ Ἀλφάβητο τοῦ Κομμουνισμοῦ bbox=[521, 1391, 732, 1415]
heading: ΕΠΑΡΧΙΩΝ bbox=[92, 1736, 162, 1750]
book-title: Α. ΝΤΕ ΛΕΟΝ. Τί σημαίνει πολιτικὴ bbox=[783, 1547, 967, 1558]
book-entry bbox=[783, 1624, 1035, 1637]
book-entry bbox=[783, 1507, 1035, 1520]
lower-center bbox=[330, 728, 1042, 1926]
heading: ΑΘΗΝΩΝ bbox=[257, 502, 316, 516]
book-price: 1,— bbox=[1015, 1482, 1035, 1493]
book-title: Β. ΠΑΝΑΝΑΣΤΑΣΙΟΥ. Τὰ Βιβλία bbox=[783, 1495, 949, 1506]
book-title: Π. ΔΡΑΚΟΥΛΗ. Ὁ Σοσιαλισμὸς bbox=[783, 1469, 942, 1480]
book-list-right bbox=[783, 1390, 1035, 1715]
book-price: 4,— bbox=[1015, 1521, 1035, 1532]
heading: ΓΕΝΙΚΗ ΣΥΝΟΜΟΣΠΟΝΔΙΑ bbox=[88, 184, 263, 199]
book-price: 10,— bbox=[747, 1547, 773, 1558]
heading: Η ΤΙΜΗ ΤΩΝ ΣΙΓΑΡΕΤΩΝ bbox=[817, 1208, 1005, 1224]
heading: ΣΤΗΘΙΚΑ — ΝΕΥΡΙΚΑ — ΚΑΡΔΙΑΚΑ bbox=[354, 1728, 484, 1750]
book-entry bbox=[521, 1494, 773, 1507]
book-price: 3,50 bbox=[750, 1703, 773, 1714]
book-entry bbox=[783, 1429, 1035, 1442]
heading: ΒΙΑΙΑΙ ΣΚΗΝΑΙ bbox=[1117, 942, 1214, 956]
main-headline-line2: ΤΟΥ ΣΗΜΕΡΙΝΟΥ ΟΙΚΟΝΟΜΙΚΟΥ ΣΥΣΤΗΜΑΤΟΣ bbox=[404, 120, 968, 191]
book-entry bbox=[521, 1546, 773, 1559]
bookshop-subtitle: ΝΕΟΣ ΚΑΤΑΛΟΓΟΣ ΒΙΒΛΙΩΝ bbox=[678, 1373, 878, 1388]
book-entry bbox=[783, 1416, 1035, 1429]
left-column: ΕΡΓΑΤΙΚΑ ΤΟ ΚΟΜΜΑ ΜΑΣ Ἐργασία Κοινωνική. Νεολαία της εἰ Λαὸς τῶν Ἀθηνῶν μίαν καὶ τὰς θέσεις τοῦ κράτους Μεγάλοι καὶ τοὺς τὰς τοῦ Κομμουνιστικοῦ Νεολαίων τῆς Ἑλλάδος. ΓΕΝΙΚΗ ΣΥΝΟΜΟΣΠΟΝΔΙΑ Πρὸς τὴν Γενικὴν Συνομοσπονδίαν τῶν Ἐργατῶν τῆς Ἑλλάδος ἀπεστάλη χθὲς ἡ ἔκθεσις τῆς Πανεργατικῆς Ἐνώσεως Κλάδου ἐν ἡ ἐκθέτονται αἱ θέσεις τῶν ἐργατῶν ὑπὲρ τῶν αἰτημάτων τοῦ συνεδρίου καὶ τῆς Ἐκτελεστικῆς Ἐπιτροπῆς Συλλόγου ἠρωϊκῶς τῆς ἀναγνωρίσεως τῶν προσωρινῶν. Ὁ Γεν. Συνομοσπονδίας τῶν Ἐργατῶν καθ' ὅσον ἀνεγνώρισεν ἀπὸ τῆς Διοικήσεως καὶ ἐπὶ τῶν ἐργατῶν. Τὸ συνεχεῖσθαι τῶν διαπραγματεύσεων ὡρῶν τῆς συνελεύσεως τῶν Ἐργατῶν Ὑπαλλήλων, ἀνακοινοῖ ὅτι ἡ σύσκεψις θὰ γίνῃ τὴν ἐρχομένην Κυριακὴν εἰς τὰ γραφεῖα τῆς Ὁμοσπονδίας. Ἡ Διοίκησις τῆς Γεν. Συνομοσπονδίας τῶν Ἐργατῶν προσκαλεῖ τὰ σωματεῖα ὅπως ἀποστείλωσι τοὺς ἀντιπροσώπους των. ΑΘΗΝΩΝ Ὁμοσπονδία Ἀρτεργατῶν Πρεσβεία ἡ Ἀντιπροσωπεία τοῦ Σωματείου Μυλεργατῶν Θεσσαλονίκης καὶ τῶν Ἀρτοποιῶν Ἀθηνῶν ζητεῖ ἐπίσημον ἀνακοίνωσιν περὶ τῆς αὐξήσεως τῶν ἡμερομισθίων. Ἡ ἐπιτροπὴ διὰ τῆς Διοικήσεως τῆς Ὁμοσπονδίας ἀπευθύνεται πρὸς τὸν Ὑπουργὸν τῆς Ἐθνικῆς Οἰκονομίας. Ταχυδρομοι Προχθὲς ἡ Ἐπιτροπὴ τῆς Πανελληνίου Ἑνώσεως Ἀνωτέρων καὶ Κατωτέρων Ταχυδρομικῶν Ὑπαλλήλων μετέβη εἰς τὴν Κυβέρνησιν σχετικῶς μὲ τὰ αἰτήματά των. Ὁμοσπονδία Ἠλεκτρισμοῦ Χθὲς ἡ Ἐπιτροπὴ τῆς Ὁμοσπονδίας Ἠλεκτρισμοῦ-Ἠλεκτροτεχνιτῶν καὶ Φανοποιῶν μετέβη εἰς τὸ Ὑπουργεῖον Συγκοινωνίας, ἔνθα ἔθεσε τὰ αἰτήματα τῶν ἐργατῶν. Ὁ κ. Ὑπουργὸς ὑπεσχέθη ὅτι θὰ μελετήσῃ ταῦτα καὶ θὰ ἐπιλύσῃ εὐνοϊκῶς. Ἡ Ἐπιτροπὴ ἐξέθεσεν ὅτι ἐὰν μὴ ἱκανοποιηθῶσι τὰ αἰτήματά των οἱ ἐργάται θὰ κηρύξωσι γενικὴν ἀπεργίαν. ΠΕΙΡΑΙΩΣ Κρασοποιοί Κατὰ τὴν γενομένην χθὲς τακτικὴν Γεν. Συνέλευσιν τοῦ Σωματείου Κρασοποιῶν Πειραιῶς ἀπεφασίσθη ἡ ὑποβολὴ τῶν αἰτημάτων εἰς τοὺς ἐργοδότας καὶ ἡ ἐκλογὴ τῆς νέας Διοικήσεως. Ἀπεργία Ταχυδρομικῶν Οἱ ἐργάται τοῦ Ταχυδρομείου Πειραιῶς ἐξέδωκαν ψήφισμα ἐν τῷ ὁποίῳ διαμαρτύρονται κατὰ τῆς Διευθύνσεως. Ἡ ἀπεργία συνεχίζεται καὶ σήμερον. Οἱ ἀπεργοὶ ἀπεφάσισαν νὰ μὴ ἐπανέλθωσιν εἰς τὴν ἐργασίαν πρὶν ἱκανοποιηθῶσι πλήρως τὰ αἰτήματά των. Ἡ Συνέλευσις ἀπεφάσισε τὴν ἀποστολὴν ἐπιτροπῆς πρὸς τὸν κ. Ὑπουργόν. Ἀποκοπή ἀπεργιῶν Ἡ συνέλευσις τῆς Ἑνώσεως Τ.Τ.Τ. Πειραιῶς κατὰ τὴν χθεσινὴν συνεδρίασιν ἀπεφάσισε τὴν διακοπὴν τῆς ἀπεργίας. ΕΠΑΡΧΙΩΝ Πελοποννησιακή Ἕνωσις Ματσόδου Εἰς τὸ ἐλαιοδὸν τῆς Ἑνώσεως συνῆλθον οἱ ἐργάται καὶ ἀπεφάσισαν τὴν ἵδρυσιν Σωματείου. Ἐξελέγη Διοικητικὸν Συμβούλιον ἐκ τῶν κ.κ. Κ. Θάνος, Σ. Ἀθηνᾶς, Π. Λουκᾶς. Ὑπάλληλοι Θεσσαλονίκης Γενομένης συνελεύσεως τῶν ὑπαλλήλων ἀπεφασίσθη ἡ συνέχισις τοῦ ἀγῶνος. bbox=[88, 48, 320, 2098]
heading: ΑΙ ΑΠΑΙΤΗΣΕΙΣ ΓΕΡΜΑΝΙΚΟΥ ΥΠΟΥΡΓΟΥ bbox=[1288, 1311, 1513, 1322]
heading: Η ΑΓΓΛΙΑ ΠΡΟΤΕΙΝΕΙ ΔΙΑΣΚΕΨΙΝ ΔΙΑ ΤΟ ΡΟΥΡ bbox=[1065, 435, 1501, 455]
bookshop-address: Ἀθῆναι Εὐριπίδου 14 bbox=[713, 1357, 843, 1370]
heading: ΤΟ ΚΟΜΜΑ ΜΑΣ bbox=[210, 112, 316, 125]
book-entry bbox=[521, 1481, 773, 1494]
heading: ΣΩΜΑΤΕΙΟΝ bbox=[378, 1362, 460, 1376]
